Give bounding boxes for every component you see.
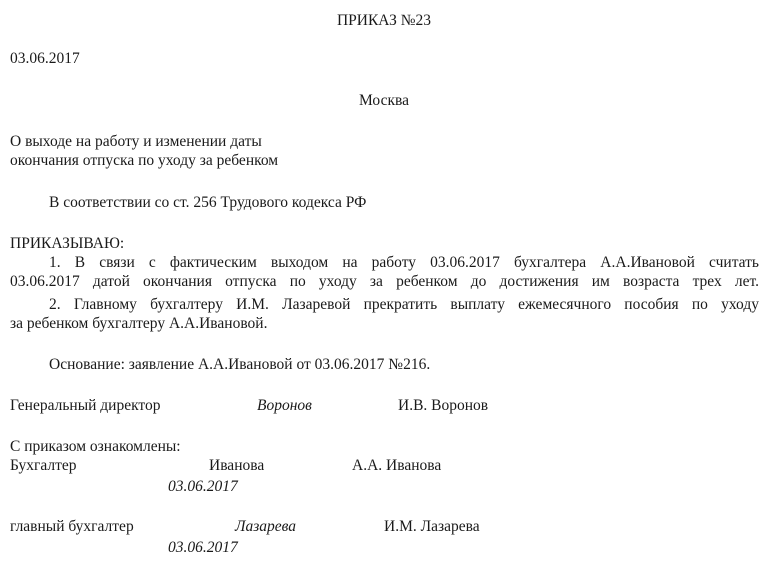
order-title: ПРИКАЗ №23: [336, 12, 432, 29]
order-item-2-line-1: 2. Главному бухгалтеру И.М. Лазаревой прекратить выплату ежемесячного пособия по уходу: [49, 296, 759, 313]
order-item-1-line-2: 03.06.2017 датой окончания отпуска по уходу за ребенком до достижения им возраста трех лет.: [10, 273, 759, 290]
legal-basis-intro: В соответствии со ст. 256 Трудового кодекса РФ: [49, 194, 367, 211]
order-heading: ПРИКАЗЫВАЮ:: [10, 235, 125, 252]
acknowledged-date: 03.06.2017: [168, 539, 238, 556]
director-name: И.В. Воронов: [398, 397, 489, 414]
acknowledged-signature: Лазарева: [235, 518, 297, 535]
acknowledged-date: 03.06.2017: [168, 478, 238, 495]
acknowledged-heading: С приказом ознакомлены:: [10, 438, 181, 455]
acknowledged-position: главный бухгалтер: [10, 518, 134, 535]
order-item-1-line-1: 1. В связи с фактическим выходом на работу 03.06.2017 бухгалтера А.А.Ивановой считать: [49, 254, 759, 271]
order-city: Москва: [359, 92, 409, 109]
director-position: Генеральный директор: [10, 397, 161, 414]
acknowledged-name: И.М. Лазарева: [384, 518, 480, 535]
order-item-2-line-2: за ребенком бухгалтеру А.А.Ивановой.: [10, 315, 268, 332]
director-signature: Воронов: [257, 397, 312, 414]
acknowledged-name: А.А. Иванова: [352, 457, 442, 474]
order-date: 03.06.2017: [10, 50, 80, 67]
subject-line-1: О выходе на работу и изменении даты: [10, 133, 262, 150]
order-basis: Основание: заявление А.А.Ивановой от 03.06.2017 №216.: [49, 356, 431, 373]
acknowledged-signature: Иванова: [209, 457, 265, 474]
subject-line-2: окончания отпуска по уходу за ребенком: [10, 152, 279, 169]
acknowledged-position: Бухгалтер: [10, 457, 77, 474]
